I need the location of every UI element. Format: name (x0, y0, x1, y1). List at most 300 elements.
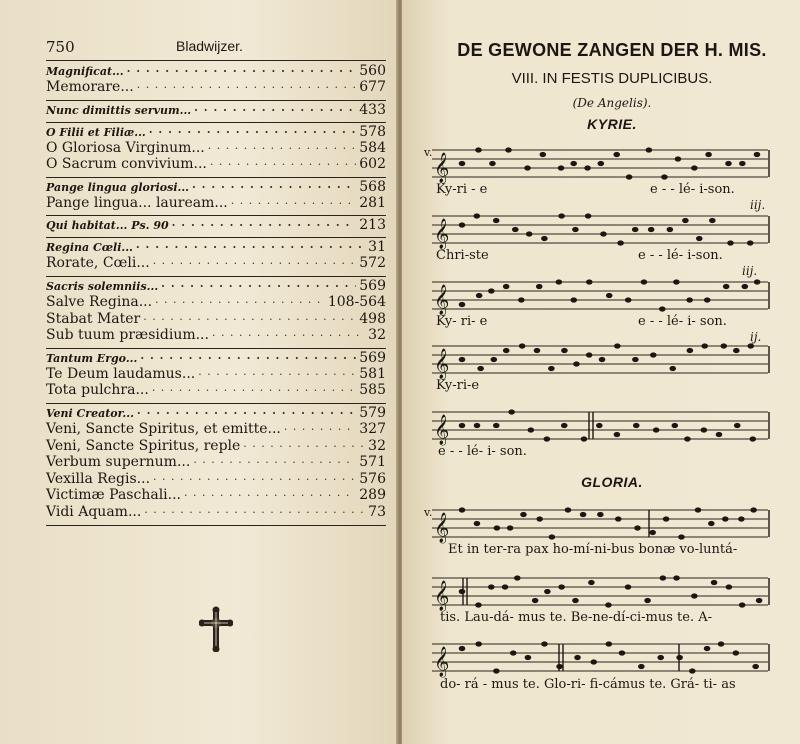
index-entry (46, 351, 386, 367)
note (570, 297, 577, 302)
note (519, 343, 526, 348)
note (726, 584, 733, 589)
note (705, 152, 712, 157)
note (747, 343, 754, 348)
left-page (0, 0, 398, 744)
note (704, 297, 711, 302)
note (556, 279, 563, 284)
note (520, 512, 527, 517)
entry-label: Veni, Sancte Spiritus, reple (46, 437, 241, 454)
note (459, 423, 466, 428)
lyric-k1a: Ky-ri - e (436, 182, 488, 197)
chant-staff (432, 574, 772, 614)
index-entry (46, 455, 386, 472)
entry-page-number: 572 (359, 255, 386, 272)
decorative-cross-icon (199, 606, 233, 652)
note (626, 174, 633, 179)
clef-icon: 𝄞 (434, 285, 450, 315)
index-entry (46, 64, 386, 80)
leader-dots (136, 240, 365, 256)
note (558, 213, 565, 218)
entry-label: O Gloriosa Virginum... (46, 139, 205, 156)
note (678, 534, 685, 539)
note (558, 584, 565, 589)
leader-dots (212, 328, 365, 345)
note (503, 348, 510, 353)
note (510, 650, 517, 655)
note (646, 147, 653, 152)
note (459, 302, 466, 307)
note (493, 218, 500, 223)
note (544, 436, 551, 441)
entry-page-number: 584 (359, 139, 386, 156)
note (641, 279, 648, 284)
mass-name: (De Angelis). (572, 96, 652, 110)
index-group (46, 216, 386, 238)
right-page (402, 0, 800, 744)
repeat-mark: iij. (750, 198, 766, 212)
note (733, 348, 740, 353)
clef-icon: 𝄞 (434, 581, 450, 611)
note (532, 598, 539, 603)
note (493, 668, 500, 673)
note (754, 152, 761, 157)
note (525, 655, 532, 660)
entry-page-number: 585 (359, 382, 386, 399)
note (584, 165, 591, 170)
lyric-k5a: e - - lé- i- son. (438, 444, 527, 459)
note (648, 227, 655, 232)
clef-icon: 𝄞 (434, 647, 450, 677)
note (682, 218, 689, 223)
note (540, 152, 547, 157)
note (459, 589, 466, 594)
leader-dots (140, 351, 356, 367)
note (502, 584, 509, 589)
index-entry (46, 328, 386, 345)
index-entry (46, 125, 386, 141)
note (687, 348, 694, 353)
note (493, 423, 500, 428)
note (696, 236, 703, 241)
entry-page-number: 327 (359, 420, 386, 437)
lyric-k3a: Ky- ri- e (436, 314, 488, 329)
index-entry (46, 406, 386, 422)
leader-dots (231, 196, 357, 213)
note (632, 227, 639, 232)
note (673, 279, 680, 284)
note (691, 165, 698, 170)
index-entry (46, 240, 386, 256)
index-entry (46, 505, 386, 522)
note (459, 646, 466, 651)
note (565, 507, 572, 512)
entry-label: Veni Creator... (46, 406, 134, 420)
note (459, 161, 466, 166)
note (508, 409, 515, 414)
index-entry (46, 383, 386, 400)
note (474, 521, 481, 526)
note (708, 521, 715, 526)
note (667, 227, 674, 232)
note (720, 343, 727, 348)
clef-icon: 𝄞 (434, 415, 450, 445)
leader-dots (243, 439, 365, 456)
entry-label: Tantum Ergo... (46, 351, 138, 365)
index-entry (46, 180, 386, 196)
note (605, 602, 612, 607)
page-number: 750 (46, 38, 75, 56)
note (549, 534, 556, 539)
note (597, 512, 604, 517)
lyric-k1b: e - - lé- i-son. (650, 182, 735, 197)
lyric-g2: tis. Lau-dá- mus te. Be-ne-dí-ci-mus te. A- (440, 610, 713, 625)
entry-page-number: 576 (359, 470, 386, 487)
lyric-k4a: Ky-ri-e (436, 378, 480, 393)
note (572, 227, 579, 232)
chant-staff (432, 342, 772, 382)
note (659, 306, 666, 311)
note (695, 507, 702, 512)
chant-staff (432, 146, 772, 186)
kyrie-heading: KYRIE. (587, 116, 637, 132)
note (633, 423, 640, 428)
index-entry (46, 279, 386, 295)
note (632, 357, 639, 362)
entry-label: Nunc dimittis servum... (46, 103, 192, 117)
note (711, 580, 718, 585)
entry-page-number: 498 (359, 310, 386, 327)
entry-label: Pange lingua gloriosi... (46, 180, 189, 194)
leader-dots (184, 488, 356, 505)
note (704, 646, 711, 651)
index-entry (46, 103, 386, 119)
entry-label: O Filii et Filiæ... (46, 125, 146, 139)
note (459, 357, 466, 362)
index-group (46, 349, 386, 404)
lyric-k3b: e - - lé- i- son. (638, 314, 727, 329)
leader-dots (210, 157, 356, 174)
mass-subtitle: VIII. IN FESTIS DUPLICIBUS. (511, 70, 713, 87)
entry-label: Qui habitat... Ps. 90 (46, 219, 169, 233)
note (739, 602, 746, 607)
note (725, 161, 732, 166)
note (716, 432, 723, 437)
leader-dots (198, 367, 356, 384)
note (489, 161, 496, 166)
index-entry (46, 422, 386, 439)
note (588, 580, 595, 585)
note (514, 575, 521, 580)
running-title: Bladwijzer. (176, 38, 243, 54)
note (625, 584, 632, 589)
index-list (46, 62, 386, 526)
index-group (46, 277, 386, 349)
entry-page-number: 579 (359, 404, 386, 421)
verse-mark: v. (424, 506, 433, 519)
left-header (46, 38, 386, 61)
entry-page-number: 578 (359, 123, 386, 140)
entry-page-number: 281 (359, 194, 386, 211)
index-group (46, 238, 386, 277)
chant-staff (432, 506, 772, 546)
note (701, 427, 708, 432)
note (536, 516, 543, 521)
lyric-k2a: Chri-ste (436, 248, 489, 263)
leader-dots (127, 64, 357, 80)
index-entry (46, 157, 386, 174)
chant-staff (432, 278, 772, 318)
entry-page-number: 32 (368, 327, 386, 344)
entry-label: Victimæ Paschali... (46, 487, 182, 504)
clef-icon: 𝄞 (434, 219, 450, 249)
chant-staff (432, 408, 772, 448)
entry-label: Sacris solemniis... (46, 279, 159, 293)
note (574, 655, 581, 660)
note (556, 664, 563, 669)
leader-dots (194, 103, 356, 119)
index-entry (46, 367, 386, 384)
note (475, 641, 482, 646)
note (676, 655, 683, 660)
note (661, 174, 668, 179)
entry-page-number: 32 (368, 437, 386, 454)
entry-page-number: 568 (359, 178, 386, 195)
lyric-g1: Et in ter-ra pax ho-mí-ni-bus bonæ vo-luntá- (448, 542, 738, 557)
index-entry (46, 472, 386, 489)
note (572, 598, 579, 603)
note (573, 361, 580, 366)
note (749, 436, 756, 441)
note (536, 284, 543, 289)
note (503, 284, 510, 289)
note (541, 641, 548, 646)
note (734, 423, 741, 428)
note (756, 598, 763, 603)
entry-page-number: 677 (359, 79, 386, 95)
leader-dots (137, 406, 356, 422)
note (718, 641, 725, 646)
note (459, 222, 466, 227)
entry-label: Vidi Aquam... (46, 503, 142, 520)
lyric-k2b: e - - lé- i-son. (638, 248, 723, 263)
entry-label: Vexilla Regis... (46, 470, 151, 487)
entry-label: Regina Cœli... (46, 241, 133, 255)
note (634, 525, 641, 530)
entry-label: Memorare... (46, 79, 134, 95)
index-entry (46, 312, 386, 329)
note (625, 297, 632, 302)
entry-label: Pange lingua... lauream... (46, 194, 228, 211)
note (580, 512, 587, 517)
repeat-mark: ij. (750, 330, 762, 344)
index-entry (46, 256, 386, 273)
leader-dots (153, 472, 356, 489)
note (663, 516, 670, 521)
note (614, 432, 621, 437)
note (477, 366, 484, 371)
note (738, 516, 745, 521)
note (672, 423, 679, 428)
note (561, 348, 568, 353)
entry-label: Te Deum laudamus... (46, 365, 196, 382)
index-entry (46, 80, 386, 97)
leader-dots (143, 312, 356, 329)
note (614, 343, 621, 348)
entry-label: Verbum supernum... (46, 454, 191, 471)
note (491, 357, 498, 362)
leader-dots (208, 141, 357, 158)
entry-label: O Sacrum convivium... (46, 156, 207, 173)
note (512, 227, 519, 232)
note (518, 297, 525, 302)
note (474, 213, 481, 218)
note (684, 436, 691, 441)
note (669, 366, 676, 371)
note (650, 352, 657, 357)
note (613, 152, 620, 157)
note (619, 650, 626, 655)
note (689, 668, 696, 673)
note (505, 147, 512, 152)
page-title: DE GEWONE ZANGEN DER H. MIS. (457, 40, 767, 60)
index-entry (46, 196, 386, 213)
note (653, 427, 660, 432)
note (586, 352, 593, 357)
note (722, 516, 729, 521)
entry-label: Salve Regina... (46, 293, 153, 310)
note (701, 343, 708, 348)
note (475, 602, 482, 607)
note (581, 436, 588, 441)
note (474, 423, 481, 428)
entry-page-number: 560 (359, 63, 386, 79)
note (727, 240, 734, 245)
entry-page-number: 581 (359, 365, 386, 382)
note (733, 650, 740, 655)
leader-dots (153, 256, 357, 273)
note (739, 161, 746, 166)
note (524, 165, 531, 170)
entry-page-number: 289 (359, 487, 386, 504)
leader-dots (144, 505, 365, 522)
note (488, 288, 495, 293)
note (675, 156, 682, 161)
note (747, 240, 754, 245)
note (586, 279, 593, 284)
leader-dots (152, 383, 356, 400)
chant-staff (432, 640, 772, 680)
note (750, 507, 757, 512)
entry-page-number: 571 (359, 454, 386, 471)
leader-dots (149, 125, 357, 141)
index-entry (46, 218, 386, 234)
note (590, 659, 597, 664)
leader-dots (192, 180, 356, 196)
entry-label: Tota pulchra... (46, 382, 149, 399)
index-entry (46, 295, 386, 312)
leader-dots (172, 218, 357, 234)
index-entry (46, 141, 386, 158)
note (558, 165, 565, 170)
note (541, 236, 548, 241)
note (691, 593, 698, 598)
clef-icon: 𝄞 (434, 153, 450, 183)
note (638, 664, 645, 669)
note (596, 423, 603, 428)
lyric-g3: do- rá - mus te. Glo-ri- fi-cámus te. Grá- ti- as (440, 677, 736, 692)
leader-dots (161, 279, 356, 295)
entry-label: Stabat Mater (46, 310, 141, 327)
entry-page-number: 569 (359, 349, 386, 366)
note (657, 655, 664, 660)
index-group (46, 101, 386, 123)
entry-page-number: 108-564 (327, 293, 386, 310)
note (600, 231, 607, 236)
gloria-heading: GLORIA. (581, 474, 643, 490)
note (723, 284, 730, 289)
note (548, 366, 555, 371)
note (644, 598, 651, 603)
note (488, 584, 495, 589)
note (570, 161, 577, 166)
leader-dots (193, 455, 356, 472)
note (459, 507, 466, 512)
note (606, 641, 613, 646)
note (615, 516, 622, 521)
entry-page-number: 73 (368, 503, 386, 520)
note (606, 293, 613, 298)
clef-icon: 𝄞 (434, 513, 450, 543)
entry-label: Veni, Sancte Spiritus, et emitte... (46, 420, 281, 437)
index-group (46, 404, 386, 526)
note (599, 357, 606, 362)
note (598, 161, 605, 166)
note (754, 279, 761, 284)
note (660, 575, 667, 580)
repeat-mark: iij. (742, 264, 758, 278)
note (494, 525, 501, 530)
index-entry (46, 488, 386, 505)
note (617, 240, 624, 245)
note (544, 589, 551, 594)
note (686, 297, 693, 302)
leader-dots (155, 295, 325, 312)
chant-staff (432, 212, 772, 252)
note (475, 147, 482, 152)
note (709, 218, 716, 223)
entry-page-number: 213 (359, 217, 386, 234)
note (752, 664, 759, 669)
note (649, 530, 656, 535)
index-group (46, 123, 386, 178)
entry-label: Rorate, Cœli... (46, 255, 150, 272)
entry-page-number: 569 (359, 277, 386, 294)
verse-mark: v. (424, 146, 433, 159)
note (742, 284, 749, 289)
note (476, 293, 483, 298)
index-entry (46, 439, 386, 456)
leader-dots (137, 80, 357, 97)
note (585, 213, 592, 218)
entry-page-number: 433 (359, 101, 386, 118)
entry-label: Sub tuum præsidium... (46, 327, 209, 344)
note (528, 427, 535, 432)
index-group (46, 62, 386, 101)
note (507, 525, 514, 530)
note (534, 348, 541, 353)
note (526, 231, 533, 236)
